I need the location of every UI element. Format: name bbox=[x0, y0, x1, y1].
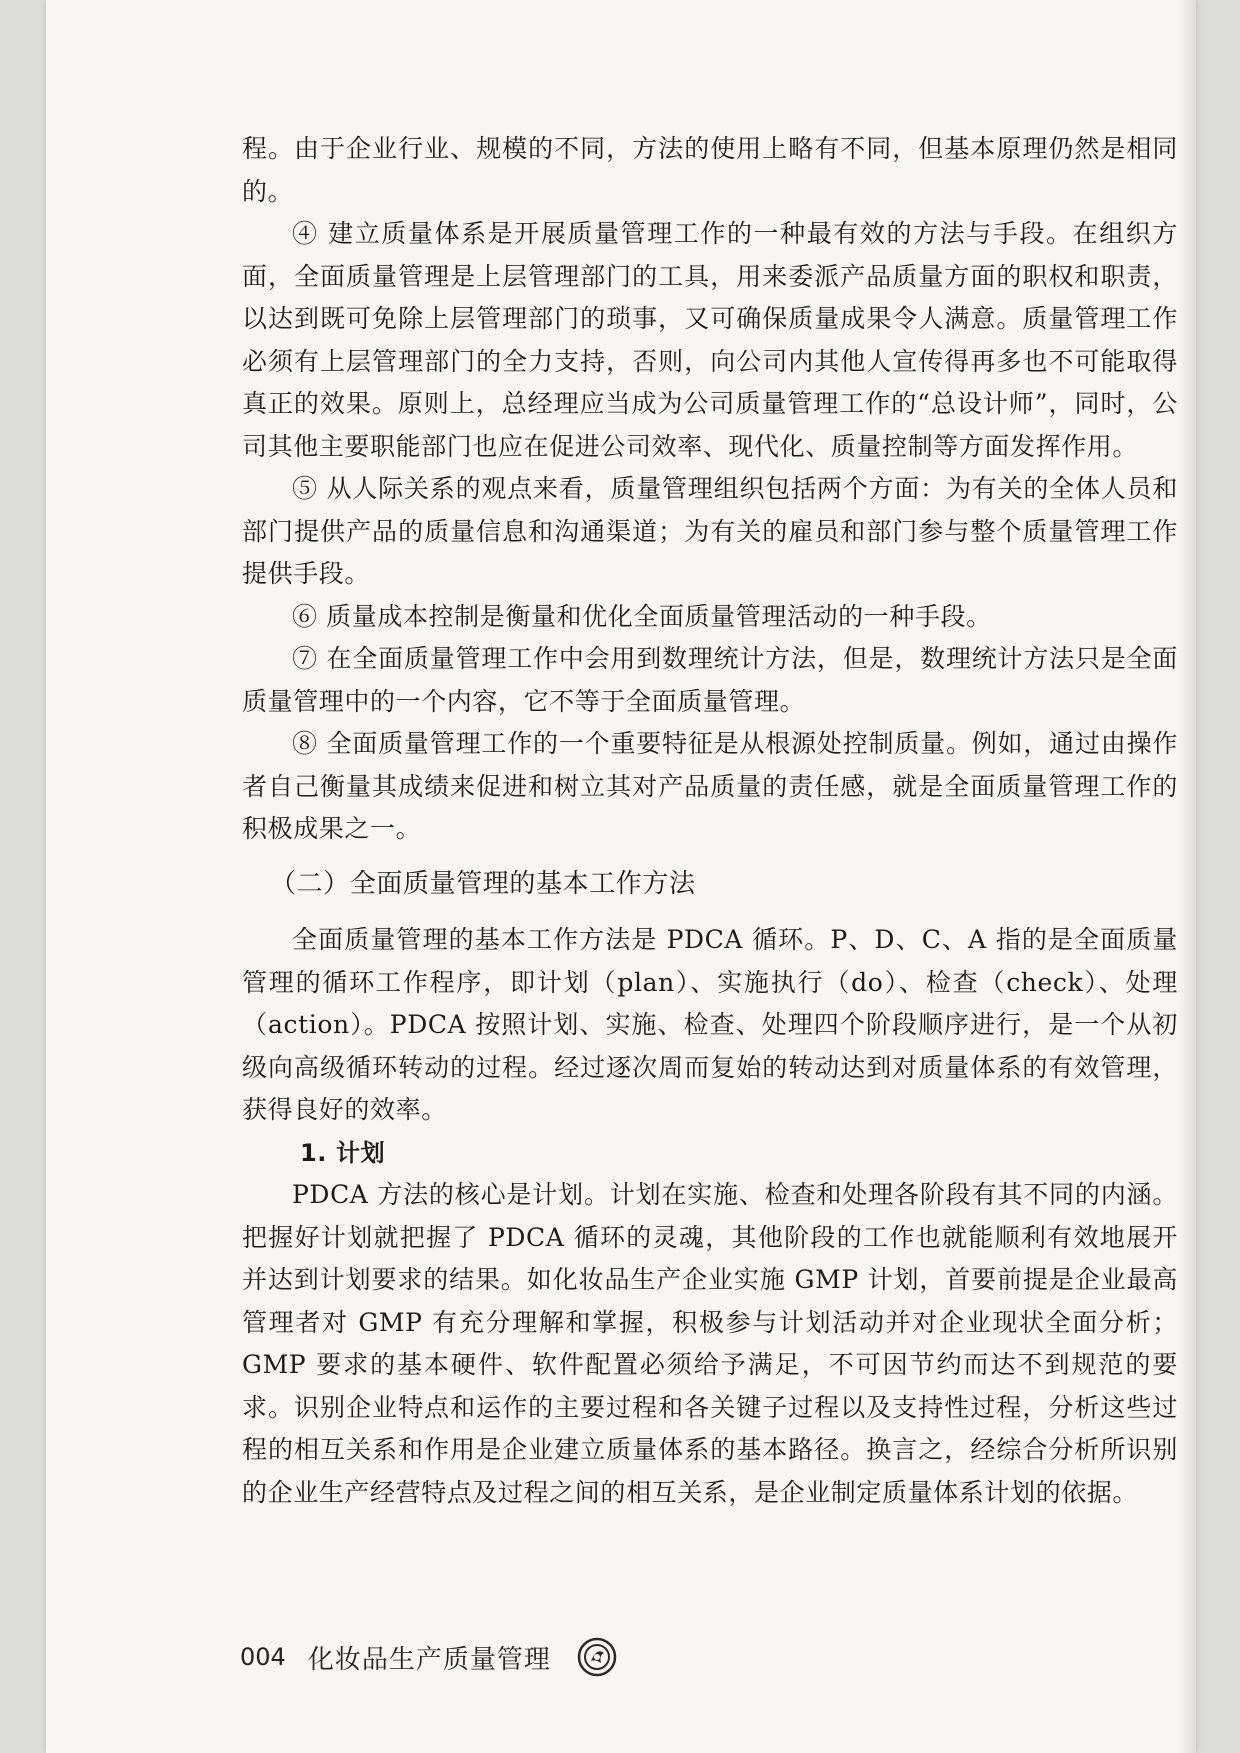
paragraph-item-5: ⑤ 从人际关系的观点来看，质量管理组织包括两个方面：为有关的全体人员和部门提供产品的质量信息和沟通渠道；为有关的雇员和部门参与整个质量管理工作提供手段。 bbox=[242, 474, 1178, 588]
book-title: 化妆品生产质量管理 bbox=[307, 1644, 551, 1675]
page-footer bbox=[240, 1637, 617, 1677]
paragraph-item-7: ⑦ 在全面质量管理工作中会用到数理统计方法，但是，数理统计方法只是全面质量管理中的一个内容，它不等于全面质量管理。 bbox=[242, 644, 1178, 716]
subsection-paragraph: PDCA 方法的核心是计划。计划在实施、检查和处理各阶段有其不同的内涵。把握好计划就把握了 PDCA 循环的灵魂，其他阶段的工作也就能顺利有效地展开并达到计划要求的结果。如化妆品生产企业实施 GMP 计划，首要前提是企业最高管理者对 GMP 有充分理解和掌握，积极参与计划活动并对企业现状全面分析；GMP 要求的基本硬件、软件配置必须给予满足，不可因节约而达不到规范的要求。识别企业特点和运作的主要过程和各关键子过程以及支持性过程，分析这些过程的相互关系和作用是企业建立质量体系的基本路径。换言之，经综合分析所识别的企业生产经营特点及过程之间的相互关系，是企业制定质量体系计划的依据。 bbox=[242, 1180, 1178, 1507]
section-heading: （二）全面质量管理的基本工作方法 bbox=[270, 868, 696, 899]
body-text bbox=[242, 128, 1178, 1514]
section-paragraph: 全面质量管理的基本工作方法是 PDCA 循环。P、D、C、A 指的是全面质量管理的循环工作程序，即计划（plan）、实施执行（do）、检查（check）、处理（action）。PDCA 按照计划、实施、检查、处理四个阶段顺序进行，是一个从初级向高级循环转动的过程。经过逐次周而复始的转动达到对质量体系的有效管理，获得良好的效率。 bbox=[242, 925, 1178, 1124]
paragraph-item-8: ⑧ 全面质量管理工作的一个重要特征是从根源处控制质量。例如，通过由操作者自己衡量其成绩来促进和树立其对产品质量的责任感，就是全面质量管理工作的积极成果之一。 bbox=[242, 729, 1178, 843]
subsection-heading: 1. 计划 bbox=[300, 1138, 386, 1167]
page-number: 004 bbox=[240, 1643, 286, 1671]
paragraph-continuation: 程。由于企业行业、规模的不同，方法的使用上略有不同，但基本原理仍然是相同的。 bbox=[242, 134, 1178, 206]
paragraph-item-6: ⑥ 质量成本控制是衡量和优化全面质量管理活动的一种手段。 bbox=[292, 601, 992, 631]
publisher-logo-icon bbox=[577, 1637, 617, 1677]
book-page bbox=[46, 0, 1196, 1753]
paragraph-item-4: ④ 建立质量体系是开展质量管理工作的一种最有效的方法与手段。在组织方面，全面质量管理是上层管理部门的工具，用来委派产品质量方面的职权和职责，以达到既可免除上层管理部门的琐事，又可确保质量成果令人满意。质量管理工作必须有上层管理部门的全力支持，否则，向公司内其他人宣传得再多也不可能取得真正的效果。原则上，总经理应当成为公司质量管理工作的“总设计师”，同时，公司其他主要职能部门也应在促进公司效率、现代化、质量控制等方面发挥作用。 bbox=[242, 219, 1178, 461]
